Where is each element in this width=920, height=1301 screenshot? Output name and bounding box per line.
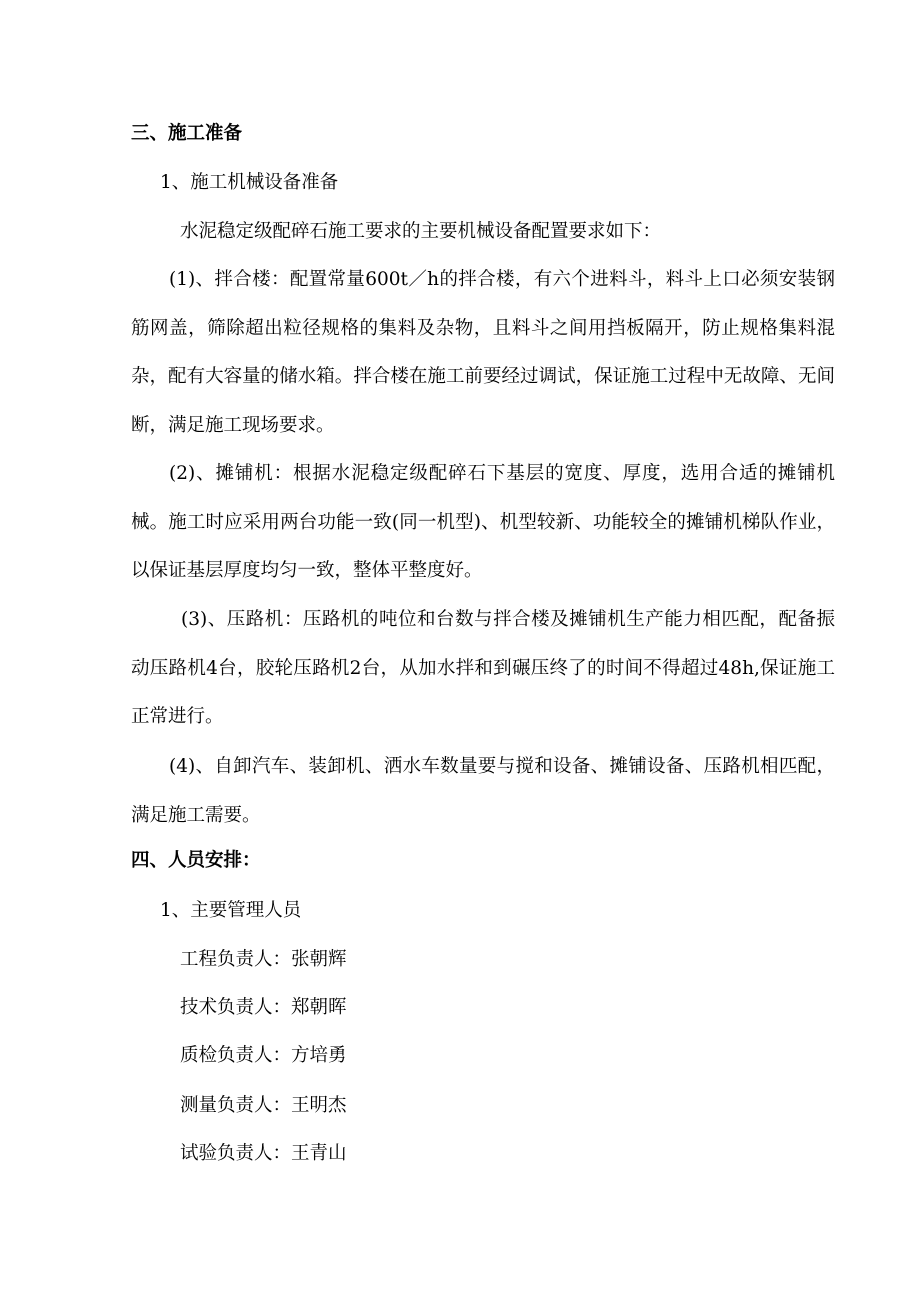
staff-technical-manager: 技术负责人：郑朝晖 [180,997,347,1018]
staff-project-manager: 工程负责人：张朝辉 [180,949,347,970]
staff-survey-manager: 测量负责人：王明杰 [180,1095,347,1116]
equipment-item-trucks: (4)、自卸汽车、装卸机、洒水车数量要与搅和设备、摊铺设备、压路机相匹配，满足施工需要。 [131,756,835,826]
section-heading-staffing: 四、人员安排： [131,850,261,871]
equipment-item-paver: (2)、摊铺机：根据水泥稳定级配碎石下基层的宽度、厚度，选用合适的摊铺机械。施工时应采用两台功能一致(同一机型)、机型较新、功能较全的摊铺机梯队作业，以保证基层厚度均匀一致，整体平整度好。 [131,463,835,581]
section-heading-construction-prep: 三、施工准备 [131,123,243,144]
staff-quality-manager: 质检负责人：方培勇 [180,1045,347,1066]
subheading-main-managers: 1、主要管理人员 [160,900,302,921]
staff-testing-manager: 试验负责人：王青山 [180,1143,347,1164]
equipment-item-mixing-plant: (1)、拌合楼：配置常量600t／h的拌合楼，有六个进料斗，料斗上口必须安装钢筋网盖，筛除超出粒径规格的集料及杂物，且料斗之间用挡板隔开，防止规格集料混杂，配有大容量的储水箱。拌合楼在施工前要经过调试，保证施工过程中无故障、无间断，满足施工现场要求。 [131,269,835,436]
equipment-intro: 水泥稳定级配碎石施工要求的主要机械设备配置要求如下： [180,221,662,242]
equipment-item-roller: (3)、压路机：压路机的吨位和台数与拌合楼及摊铺机生产能力相匹配，配备振动压路机4台，胶轮压路机2台，从加水拌和到碾压终了的时间不得超过48h,保证施工正常进行。 [131,609,835,727]
subheading-equipment-prep: 1、施工机械设备准备 [160,172,339,193]
